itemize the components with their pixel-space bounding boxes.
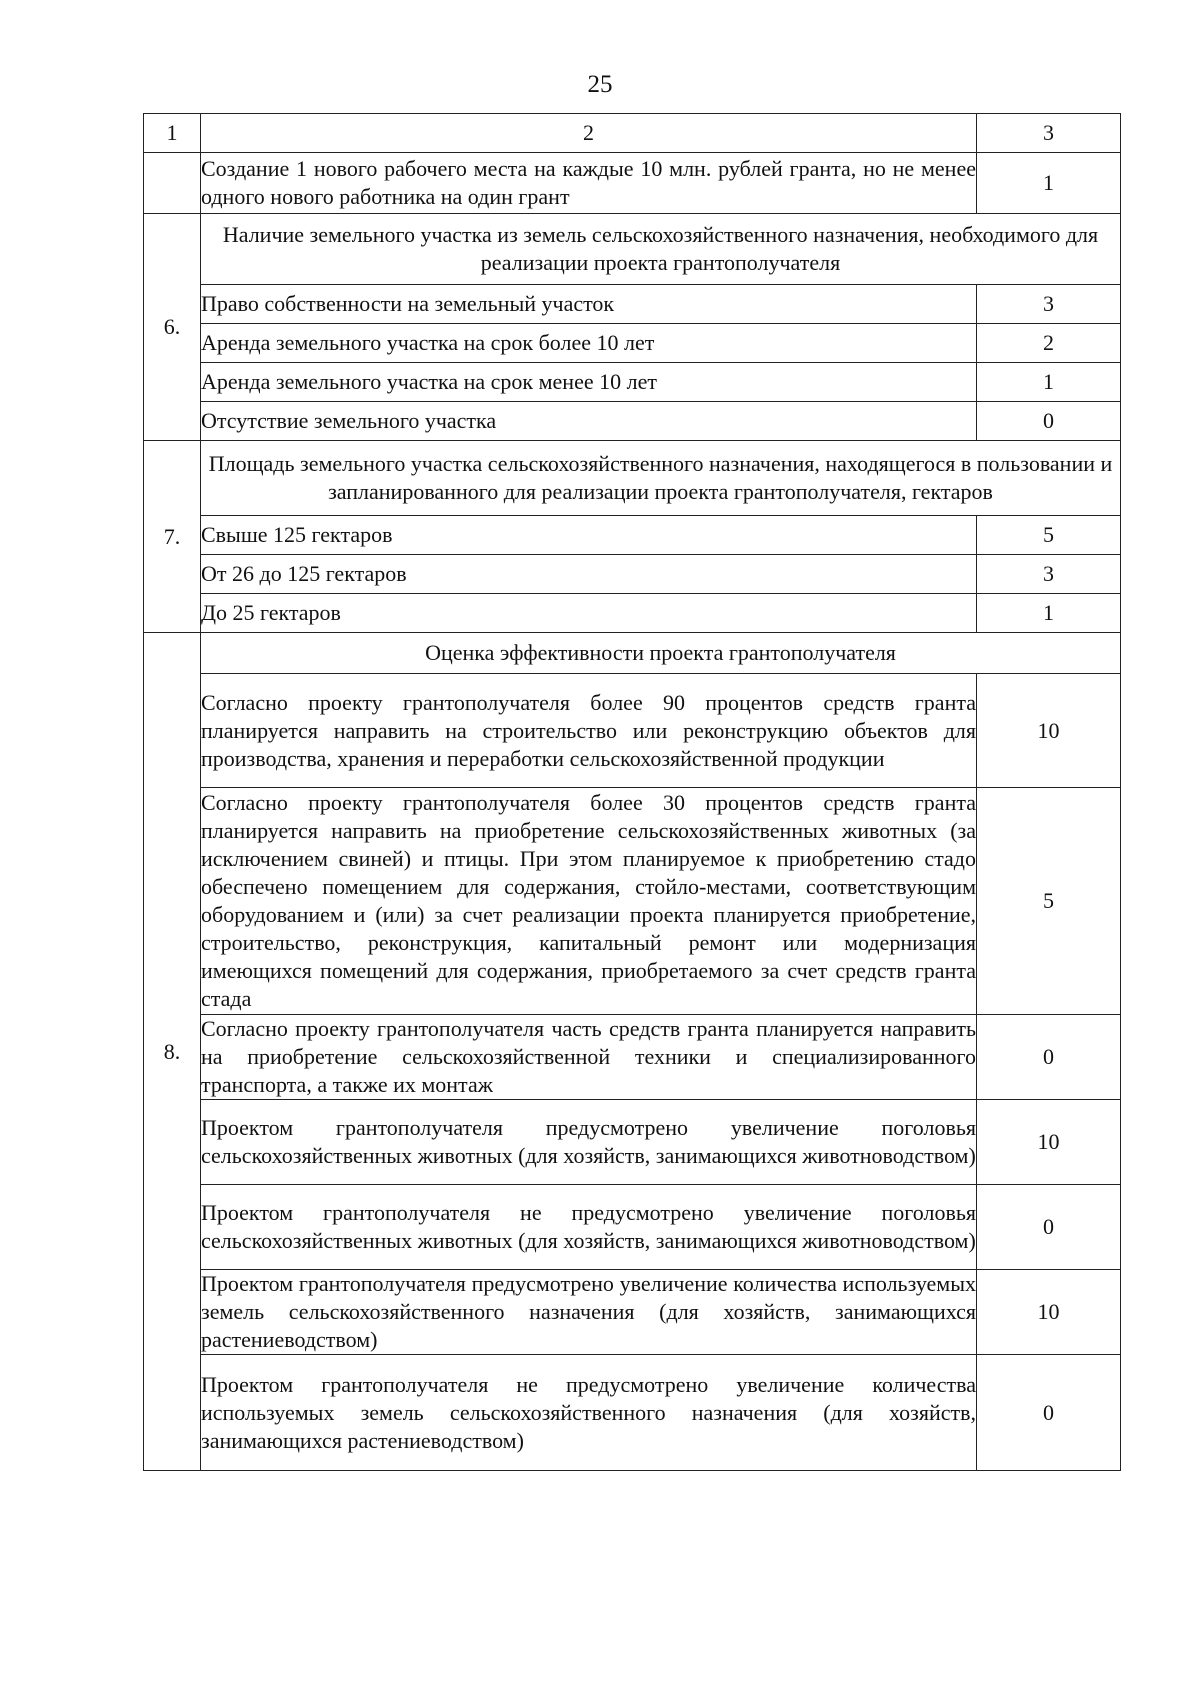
table-row [144,363,1121,402]
table-row [144,1015,1121,1100]
criterion-score: 1 [977,363,1121,402]
section-7-title: Площадь земельного участка сельскохозяйственного назначения, находящегося в пользовании и запланированного для реализации проекта грантополучателя, гектаров [201,441,1121,516]
criterion-text: Проектом грантополучателя предусмотрено увеличение количества используемых земель сельскохозяйственного назначения (для хозяйств, занимающихся растениеводством) [201,1270,977,1355]
criterion-text: Проектом грантополучателя предусмотрено увеличение поголовья сельскохозяйственных животных (для хозяйств, занимающихся животноводством) [201,1100,977,1185]
criterion-score: 1 [977,594,1121,633]
criterion-text: Согласно проекту грантополучателя более 30 процентов средств гранта планируется направить на приобретение сельскохозяйственных животных (за исключением свиней) и птицы. При этом планируемое к приобретению стадо обеспечено помещением для содержания, стойло-местами, соответствующим оборудованием и (или) за счет реализации проекта планируется приобретение, строительство, реконструкция, капитальный ремонт или модернизация имеющихся помещений для содержания, приобретаемого за счет средств гранта стада [201,788,977,1015]
criterion-score: 5 [977,788,1121,1015]
header-col-1: 1 [144,114,201,153]
criterion-text: Согласно проекту грантополучателя часть средств гранта планируется направить на приобретение сельскохозяйственной техники и специализированного транспорта, а также их монтаж [201,1015,977,1100]
row-number-empty [144,153,201,214]
header-col-2: 2 [201,114,977,153]
section-7-title-row [144,441,1121,516]
table-row [144,324,1121,363]
criteria-table [143,113,1121,1471]
table-row [144,1270,1121,1355]
criterion-score: 5 [977,516,1121,555]
criterion-score: 1 [977,153,1121,214]
table-row [144,516,1121,555]
table-row [144,1355,1121,1471]
criterion-score: 10 [977,1270,1121,1355]
section-6-number: 6. [144,214,201,441]
table-row [144,674,1121,788]
page-number: 25 [587,71,613,98]
table-row [144,788,1121,1015]
header-col-3: 3 [977,114,1121,153]
criterion-score: 10 [977,674,1121,788]
criterion-text: От 26 до 125 гектаров [201,555,977,594]
section-7-number: 7. [144,441,201,633]
table-row [144,1185,1121,1270]
criterion-score: 2 [977,324,1121,363]
section-6-title-row [144,214,1121,285]
section-8-title: Оценка эффективности проекта грантополучателя [201,633,1121,674]
criterion-text: Согласно проекту грантополучателя более 90 процентов средств гранта планируется направить на строительство или реконструкцию объектов для производства, хранения и переработки сельскохозяйственной продукции [201,674,977,788]
criterion-text: Право собственности на земельный участок [201,285,977,324]
criterion-text: Аренда земельного участка на срок менее 10 лет [201,363,977,402]
criterion-text: До 25 гектаров [201,594,977,633]
section-6-title: Наличие земельного участка из земель сельскохозяйственного назначения, необходимого для реализации проекта грантополучателя [201,214,1121,285]
criterion-score: 3 [977,285,1121,324]
section-8-number: 8. [144,633,201,1471]
criterion-score: 0 [977,402,1121,441]
criterion-text: Проектом грантополучателя не предусмотрено увеличение количества используемых земель сельскохозяйственного назначения (для хозяйств, занимающихся растениеводством) [201,1355,977,1471]
criterion-text: Аренда земельного участка на срок более 10 лет [201,324,977,363]
section-8-title-row [144,633,1121,674]
table-row [144,1100,1121,1185]
criterion-text: Создание 1 нового рабочего места на каждые 10 млн. рублей гранта, но не менее одного нового работника на один грант [201,153,977,214]
criterion-score: 0 [977,1355,1121,1471]
table-row [144,153,1121,214]
criterion-score: 0 [977,1015,1121,1100]
criterion-text: Проектом грантополучателя не предусмотрено увеличение поголовья сельскохозяйственных животных (для хозяйств, занимающихся животноводством) [201,1185,977,1270]
criterion-text: Отсутствие земельного участка [201,402,977,441]
criterion-score: 0 [977,1185,1121,1270]
table-row [144,555,1121,594]
criterion-score: 3 [977,555,1121,594]
criterion-score: 10 [977,1100,1121,1185]
table-row [144,402,1121,441]
table-row [144,285,1121,324]
table-row [144,594,1121,633]
table-header-row [144,114,1121,153]
criterion-text: Свыше 125 гектаров [201,516,977,555]
